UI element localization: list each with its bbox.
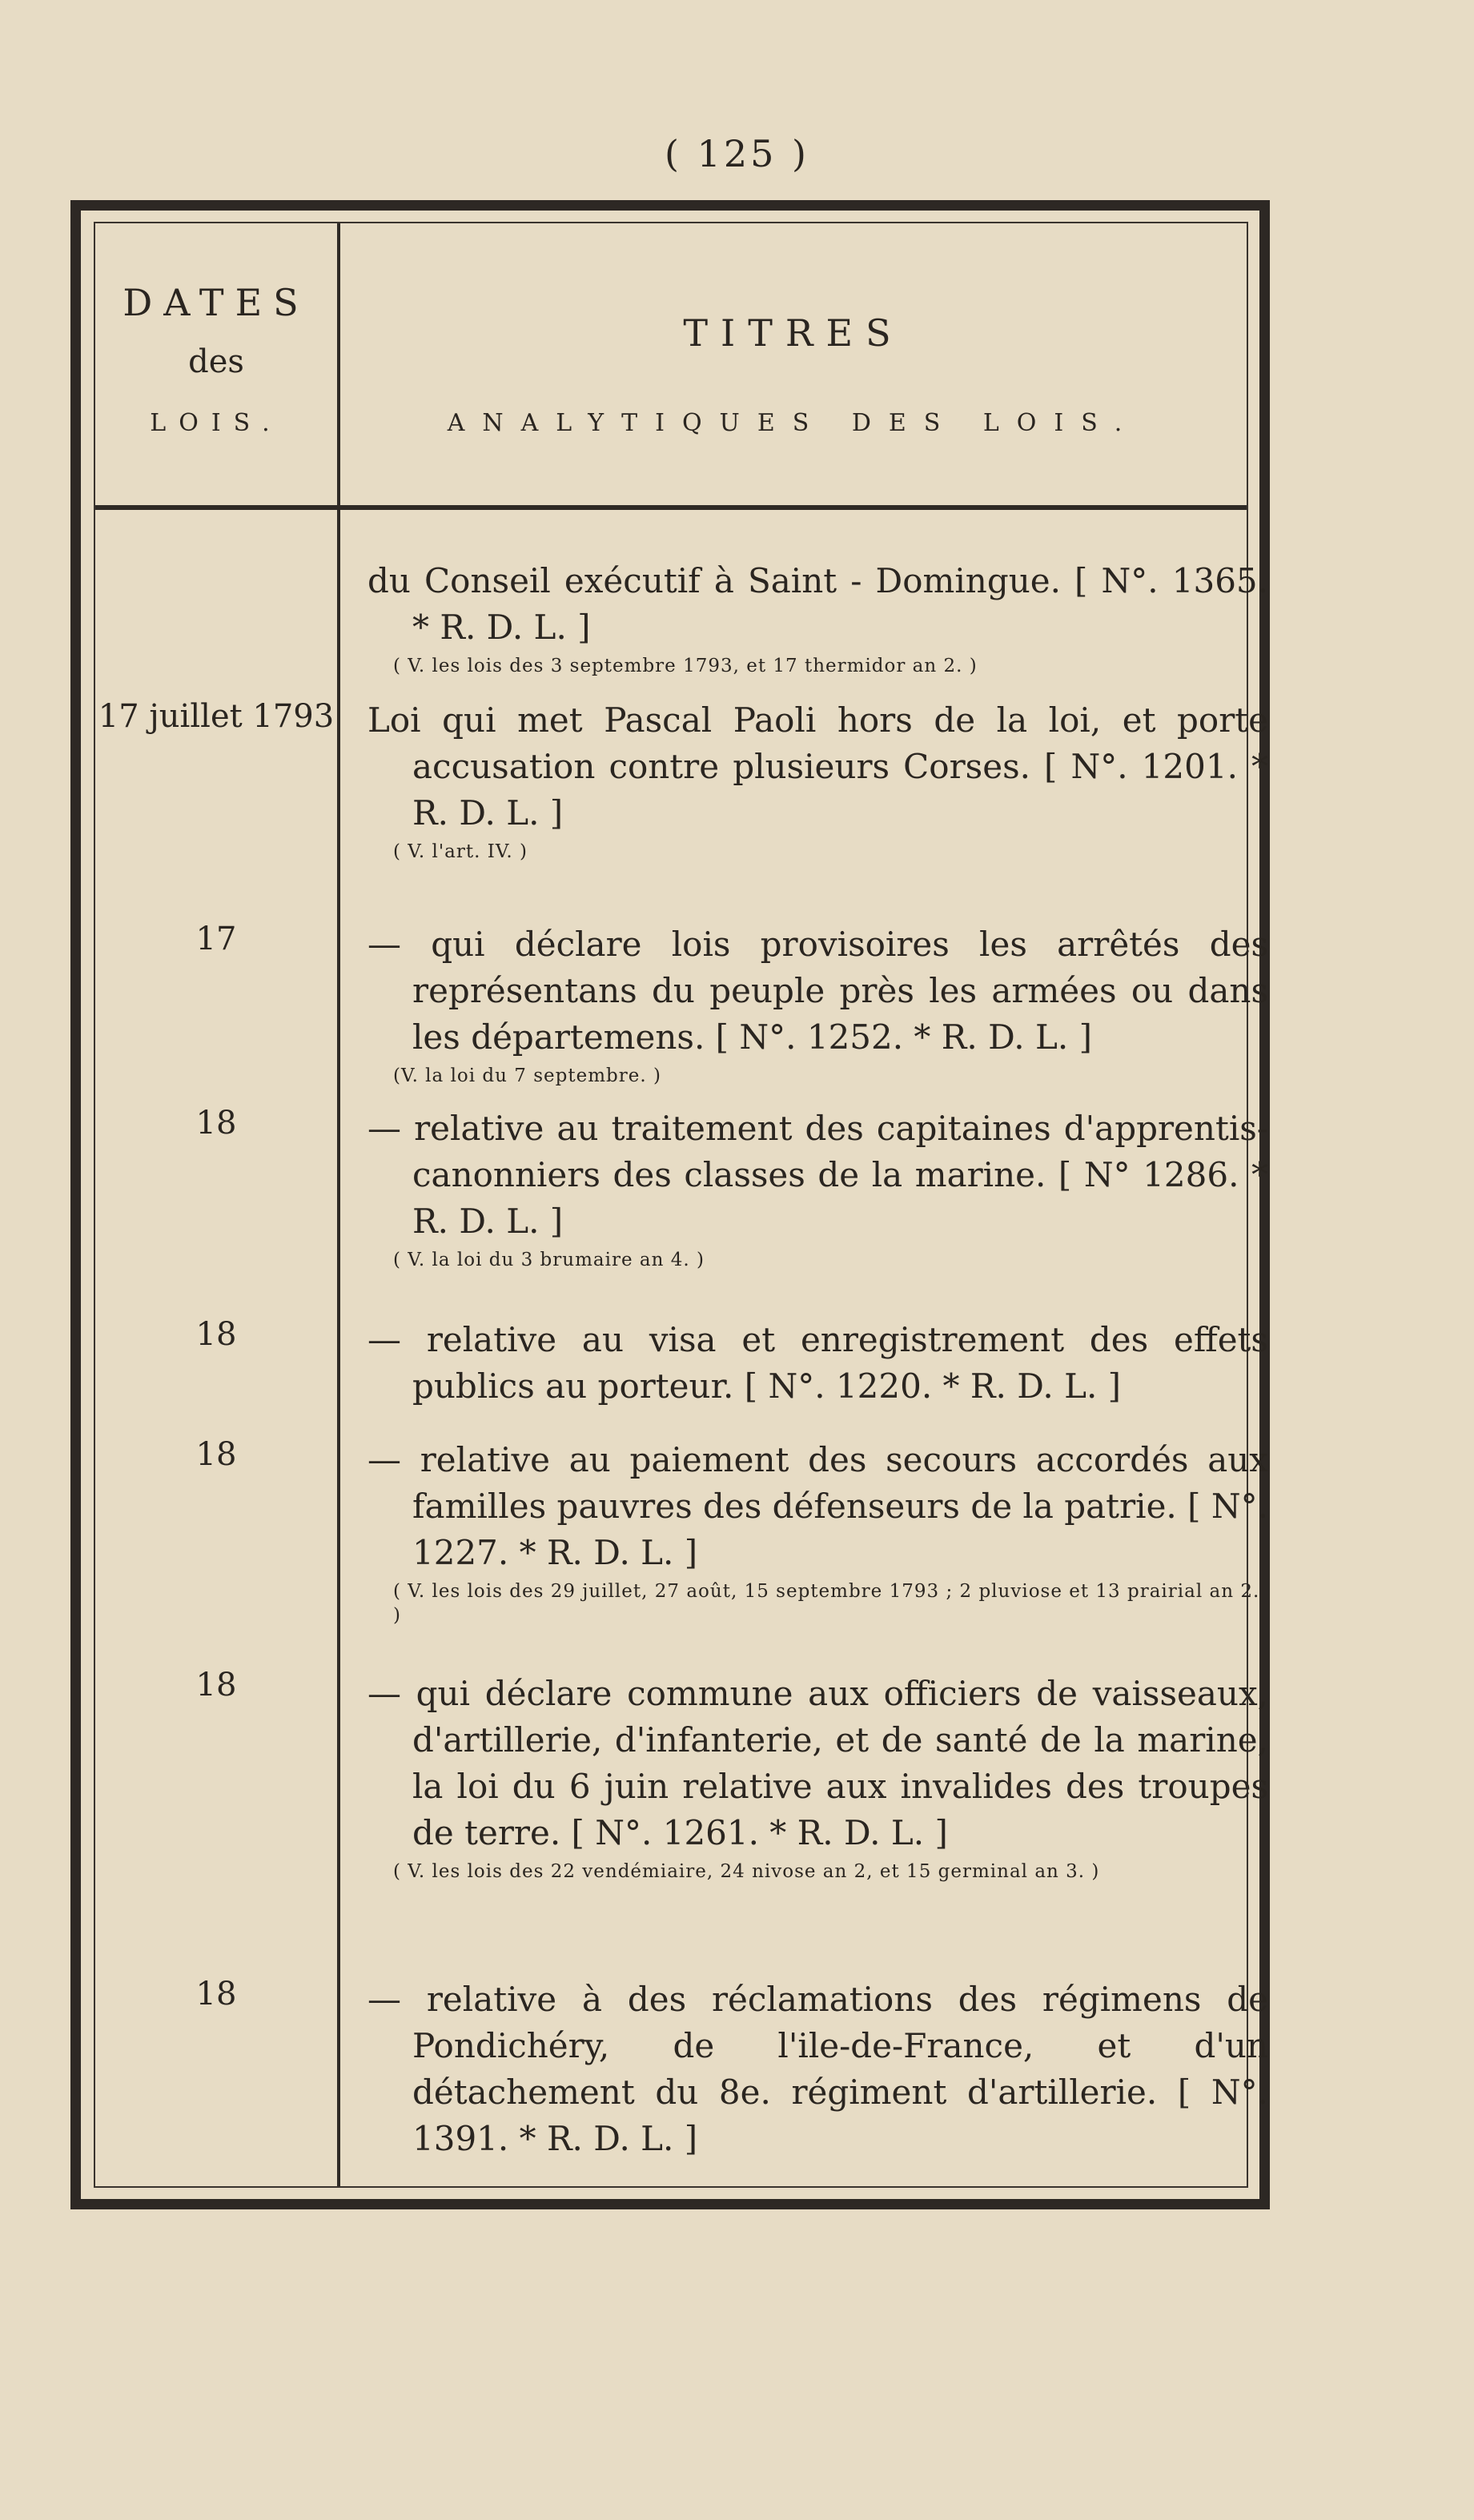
- entry-date: 17: [195, 921, 237, 957]
- entry-date: 18: [195, 1667, 237, 1703]
- law-entry: [367, 1437, 1268, 1627]
- entry-text: — relative au visa et enregistrement des effets publics au porteur. [ N°. 1220. * R. D. L. ]: [367, 1320, 1268, 1406]
- law-entry: [367, 1671, 1268, 1884]
- titles-header-line1: TITRES: [683, 311, 904, 355]
- dates-header-line1: DATES: [122, 281, 310, 324]
- entry-note: ( V. les lois des 29 juillet, 27 août, 15 septembre 1793 ; 2 pluviose et 13 prairial an 2. ): [393, 1581, 1260, 1626]
- titles-header-line2: ANALYTIQUES DES LOIS.: [447, 409, 1140, 437]
- law-entry: [367, 921, 1268, 1088]
- table-frame: [70, 200, 1270, 2209]
- entry-text: — relative à des réclamations des régimens de Pondichéry, de l'ile-de-France, et d'un détachement du 8e. régiment d'artillerie. [ N°. 1391. * R. D. L. ]: [367, 1980, 1268, 2158]
- page-number: ( 125 ): [665, 132, 809, 175]
- entry-text: Loi qui met Pascal Paoli hors de la loi, et porte accusation contre plusieurs Corses. [ N°. 1201. * R. D. L. ]: [367, 700, 1268, 833]
- entry-date: 17 juillet 1793: [98, 698, 335, 735]
- entry-text: — qui déclare commune aux officiers de vaisseaux, d'artillerie, d'infanterie, et de santé de la marine, la loi du 6 juin relative aux invalides des troupes de terre. [ N°. 1261. * R. D. L. ]: [367, 1674, 1268, 1852]
- entry-text: — relative au paiement des secours accordés aux familles pauvres des défenseurs de la patrie. [ N°. 1227. * R. D. L. ]: [367, 1440, 1268, 1572]
- law-entry: [367, 1106, 1268, 1272]
- entry-note: ( V. les lois des 22 vendémiaire, 24 nivose an 2, et 15 germinal an 3. ): [393, 1861, 1100, 1882]
- law-entry: [367, 558, 1268, 678]
- entry-note: ( V. l'art. IV. ): [393, 841, 528, 862]
- entry-date: 18: [195, 1976, 237, 2012]
- entry-text: du Conseil exécutif à Saint - Domingue. [ N°. 1365. * R. D. L. ]: [367, 561, 1268, 647]
- column-divider: [337, 223, 340, 2186]
- header-divider: [95, 505, 1247, 510]
- entry-date: 18: [195, 1105, 237, 1142]
- law-entry: [367, 697, 1268, 864]
- entry-note: ( V. la loi du 3 brumaire an 4. ): [393, 1250, 705, 1270]
- entry-text: — relative au traitement des capitaines d'apprentis-canonniers des classes de la marine. [ N° 1286. * R. D. L. ]: [367, 1109, 1268, 1241]
- law-entry: [367, 1317, 1268, 1410]
- entry-text: — qui déclare lois provisoires les arrêtés des représentans du peuple près les armées ou dans les départemens. [ N°. 1252. * R. D. L. ]: [367, 925, 1268, 1057]
- dates-header-line3: LOIS.: [150, 409, 283, 437]
- dates-header-line2: des: [188, 343, 244, 380]
- entry-date: 18: [195, 1436, 237, 1473]
- table-inner: [94, 222, 1268, 2188]
- entry-note: ( V. les lois des 3 septembre 1793, et 17 thermidor an 2. ): [393, 656, 978, 676]
- entry-date: 18: [195, 1316, 237, 1353]
- law-entry: [367, 1976, 1268, 2162]
- entry-note: (V. la loi du 7 septembre. ): [393, 1065, 661, 1086]
